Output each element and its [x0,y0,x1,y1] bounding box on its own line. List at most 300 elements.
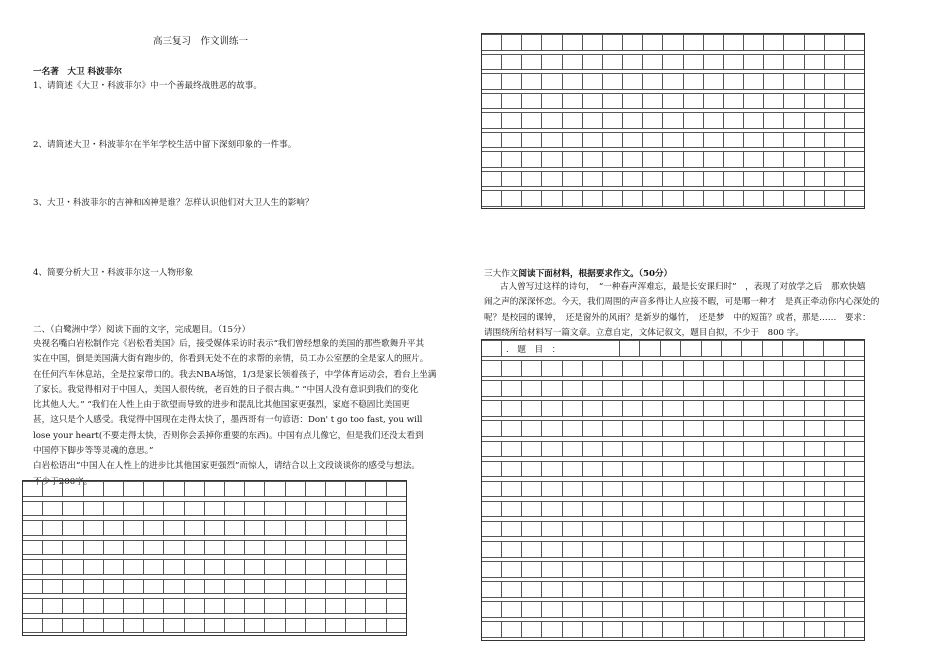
grid-cell[interactable] [563,380,583,397]
grid-cell[interactable] [684,73,704,90]
grid-cell[interactable] [663,561,683,578]
grid-cell[interactable] [366,520,386,536]
grid-cell[interactable] [704,54,724,71]
grid-cell[interactable] [784,481,804,498]
grid-cell[interactable] [805,400,825,417]
grid-cell[interactable] [784,400,804,417]
grid-cell[interactable] [704,581,724,598]
grid-cell[interactable] [643,541,663,558]
grid-cell[interactable] [63,579,83,595]
grid-cell[interactable] [482,340,502,357]
grid-cell[interactable] [623,112,643,129]
grid-cell[interactable] [603,54,623,71]
grid-cell[interactable] [684,360,704,377]
grid-cell[interactable] [563,501,583,518]
grid-cell[interactable] [784,151,804,168]
grid-cell[interactable] [306,520,326,536]
grid-cell[interactable] [742,340,762,357]
grid-cell[interactable] [265,618,285,634]
grid-cell[interactable] [845,132,864,149]
grid-cell[interactable] [502,132,522,149]
grid-cell[interactable] [643,190,663,207]
grid-cell[interactable] [620,340,640,357]
grid-cell[interactable] [542,601,562,618]
grid-cell[interactable] [805,132,825,149]
grid-cell[interactable] [845,541,864,558]
grid-cell[interactable] [643,360,663,377]
grid-cell[interactable] [583,561,603,578]
grid-cell[interactable] [704,481,724,498]
grid-cell[interactable] [704,441,724,458]
grid-cell[interactable] [144,559,164,575]
grid-cell[interactable] [825,461,845,478]
grid-cell[interactable] [825,54,845,71]
grid-cell[interactable] [265,559,285,575]
grid-cell[interactable] [583,132,603,149]
grid-cell[interactable] [482,541,502,558]
grid-cell[interactable] [663,621,683,638]
grid-cell[interactable] [583,601,603,618]
grid-cell[interactable] [845,501,864,518]
grid-cell[interactable] [623,420,643,437]
grid-cell[interactable] [643,112,663,129]
grid-cell[interactable] [561,340,580,357]
grid-cell[interactable] [744,481,764,498]
grid-cell[interactable] [164,598,184,614]
grid-cell[interactable] [124,501,144,517]
grid-cell[interactable] [663,190,683,207]
grid-cell[interactable] [482,54,502,71]
grid-cell[interactable] [583,171,603,188]
grid-cell[interactable] [643,73,663,90]
grid-cell[interactable] [805,380,825,397]
grid-cell[interactable] [482,400,502,417]
grid-cell[interactable] [482,481,502,498]
grid-cell[interactable] [744,380,764,397]
grid-cell[interactable] [825,581,845,598]
grid-cell[interactable] [306,598,326,614]
grid-cell[interactable] [744,461,764,478]
grid-cell[interactable] [805,601,825,618]
grid-cell[interactable] [805,171,825,188]
grid-cell[interactable] [724,561,744,578]
grid-cell[interactable] [784,360,804,377]
grid-cell[interactable] [724,132,744,149]
grid-cell[interactable] [684,400,704,417]
grid-cell[interactable] [502,481,522,498]
grid-cell[interactable] [563,400,583,417]
grid-cell[interactable] [805,34,825,51]
grid-cell[interactable] [185,618,205,634]
grid-cell[interactable] [563,190,583,207]
grid-cell[interactable] [225,559,245,575]
grid-cell[interactable] [784,171,804,188]
grid-cell[interactable] [603,73,623,90]
grid-cell[interactable] [185,579,205,595]
grid-cell[interactable] [542,521,562,538]
grid-cell[interactable] [784,461,804,478]
grid-cell[interactable] [23,579,43,595]
grid-cell[interactable] [684,112,704,129]
grid-cell[interactable] [144,520,164,536]
grid-cell[interactable] [583,34,603,51]
grid-cell[interactable] [643,521,663,538]
grid-cell[interactable] [502,93,522,110]
grid-cell[interactable] [784,93,804,110]
grid-cell[interactable] [225,481,245,497]
grid-cell[interactable] [623,561,643,578]
grid-cell[interactable] [784,420,804,437]
grid-cell[interactable] [744,190,764,207]
grid-cell[interactable] [522,54,542,71]
grid-cell[interactable] [684,501,704,518]
grid-cell[interactable] [502,380,522,397]
grid-cell[interactable] [744,360,764,377]
grid-cell[interactable] [502,54,522,71]
grid-cell[interactable] [764,441,784,458]
grid-cell[interactable] [583,420,603,437]
grid-cell[interactable] [684,132,704,149]
grid-cell[interactable] [724,420,744,437]
grid-cell[interactable] [542,561,562,578]
grid-cell[interactable] [663,54,683,71]
grid-cell[interactable] [583,151,603,168]
grid-cell[interactable] [124,481,144,497]
grid-cell[interactable] [744,73,764,90]
grid-cell[interactable] [764,151,784,168]
grid-cell[interactable] [704,360,724,377]
grid-cell[interactable] [502,521,522,538]
grid-cell[interactable] [784,441,804,458]
grid-cell[interactable] [603,541,623,558]
grid-cell[interactable] [663,132,683,149]
grid-cell[interactable] [825,190,845,207]
grid-cell[interactable] [663,461,683,478]
grid-cell[interactable] [603,93,623,110]
grid-cell[interactable] [306,579,326,595]
grid-cell[interactable] [482,521,502,538]
grid-cell[interactable] [583,400,603,417]
grid-cell[interactable] [704,461,724,478]
grid-cell[interactable] [702,340,722,357]
grid-cell[interactable] [583,621,603,638]
grid-cell[interactable] [43,540,63,556]
grid-cell[interactable] [663,541,683,558]
grid-cell[interactable] [164,559,184,575]
grid-cell[interactable] [542,400,562,417]
grid-cell[interactable] [724,441,744,458]
grid-cell[interactable] [144,501,164,517]
grid-cell[interactable] [825,171,845,188]
grid-cell[interactable] [623,441,643,458]
grid-cell[interactable] [663,400,683,417]
grid-cell[interactable] [744,34,764,51]
grid-cell[interactable] [744,151,764,168]
grid-cell[interactable] [684,621,704,638]
grid-cell[interactable] [563,461,583,478]
grid-cell[interactable] [23,559,43,575]
grid-cell[interactable] [124,540,144,556]
grid-cell[interactable] [104,520,124,536]
grid-cell[interactable] [623,171,643,188]
grid-cell[interactable] [542,112,562,129]
grid-cell[interactable] [23,618,43,634]
grid-cell[interactable] [845,151,864,168]
grid-cell[interactable] [704,112,724,129]
grid-cell[interactable] [306,618,326,634]
grid-cell[interactable] [845,340,864,357]
grid-cell[interactable] [805,190,825,207]
grid-cell[interactable] [124,579,144,595]
grid-cell[interactable] [43,559,63,575]
grid-cell[interactable] [744,521,764,538]
grid-cell[interactable] [744,400,764,417]
grid-cell[interactable] [104,559,124,575]
grid-cell[interactable] [502,501,522,518]
grid-cell[interactable] [522,380,542,397]
grid-cell[interactable] [84,520,104,536]
grid-cell[interactable] [482,380,502,397]
grid-cell[interactable] [265,520,285,536]
grid-cell[interactable] [763,340,783,357]
grid-cell[interactable] [563,171,583,188]
grid-cell[interactable] [684,93,704,110]
grid-cell[interactable] [502,400,522,417]
grid-cell[interactable] [84,618,104,634]
grid-cell[interactable] [643,54,663,71]
grid-cell[interactable] [603,601,623,618]
grid-cell[interactable] [643,481,663,498]
grid-cell[interactable] [583,461,603,478]
grid-cell[interactable] [205,559,225,575]
grid-cell[interactable] [482,93,502,110]
grid-cell[interactable] [704,521,724,538]
grid-cell[interactable] [225,618,245,634]
grid-cell[interactable] [724,461,744,478]
grid-cell[interactable] [603,581,623,598]
grid-cell[interactable] [563,621,583,638]
grid-cell[interactable] [542,54,562,71]
grid-cell[interactable] [482,151,502,168]
grid-cell[interactable] [643,132,663,149]
grid-cell[interactable] [104,579,124,595]
writing-grid-left[interactable] [22,480,407,636]
grid-cell[interactable] [663,481,683,498]
grid-cell[interactable] [684,34,704,51]
grid-cell[interactable] [225,598,245,614]
grid-cell[interactable] [805,481,825,498]
grid-cell[interactable] [744,54,764,71]
grid-cell[interactable] [724,380,744,397]
grid-cell[interactable] [482,441,502,458]
grid-cell[interactable] [245,520,265,536]
grid-cell[interactable] [825,112,845,129]
grid-cell[interactable] [63,559,83,575]
grid-cell[interactable] [185,540,205,556]
grid-cell[interactable] [744,581,764,598]
grid-cell[interactable] [603,34,623,51]
grid-cell[interactable] [63,598,83,614]
grid-cell[interactable] [306,540,326,556]
grid-cell[interactable] [825,561,845,578]
grid-cell[interactable] [684,151,704,168]
grid-cell[interactable] [845,112,864,129]
grid-cell[interactable] [845,601,864,618]
grid-cell[interactable] [482,561,502,578]
grid-cell[interactable] [205,579,225,595]
grid-cell[interactable] [346,520,366,536]
grid-cell[interactable] [563,112,583,129]
grid-cell[interactable] [502,461,522,478]
grid-cell[interactable] [205,501,225,517]
grid-cell[interactable] [825,420,845,437]
grid-cell[interactable] [522,93,542,110]
grid-cell[interactable] [784,380,804,397]
grid-cell[interactable] [643,34,663,51]
grid-cell[interactable] [724,541,744,558]
grid-cell[interactable] [684,380,704,397]
grid-cell[interactable] [764,112,784,129]
grid-cell[interactable] [326,540,346,556]
grid-cell[interactable] [623,601,643,618]
grid-cell[interactable] [764,420,784,437]
grid-cell[interactable] [784,521,804,538]
grid-cell[interactable] [784,581,804,598]
grid-cell[interactable] [542,461,562,478]
grid-cell[interactable] [502,441,522,458]
grid-cell[interactable] [542,501,562,518]
grid-cell[interactable] [663,601,683,618]
grid-cell[interactable] [583,73,603,90]
grid-cell[interactable] [744,132,764,149]
grid-cell[interactable] [603,132,623,149]
grid-cell[interactable] [563,34,583,51]
grid-cell[interactable] [542,380,562,397]
grid-cell[interactable] [23,501,43,517]
grid-cell[interactable] [804,340,824,357]
grid-cell[interactable] [563,441,583,458]
grid-cell[interactable] [104,540,124,556]
grid-cell[interactable] [387,559,406,575]
grid-cell[interactable] [684,54,704,71]
grid-cell[interactable] [63,520,83,536]
grid-cell[interactable] [522,400,542,417]
grid-cell[interactable] [265,540,285,556]
grid-cell[interactable] [603,461,623,478]
grid-cell[interactable] [583,521,603,538]
grid-cell[interactable] [603,400,623,417]
grid-cell[interactable] [84,540,104,556]
grid-cell[interactable] [825,132,845,149]
grid-cell[interactable] [744,93,764,110]
grid-cell[interactable] [23,540,43,556]
grid-cell[interactable] [164,501,184,517]
grid-cell[interactable] [563,521,583,538]
grid-cell[interactable] [724,34,744,51]
grid-cell[interactable] [265,481,285,497]
grid-cell[interactable] [387,618,406,634]
grid-cell[interactable] [326,618,346,634]
grid-cell[interactable] [845,380,864,397]
grid-cell[interactable] [522,151,542,168]
grid-cell[interactable] [623,54,643,71]
grid-cell[interactable] [704,171,724,188]
grid-cell[interactable] [684,481,704,498]
grid-cell[interactable] [502,561,522,578]
grid-cell[interactable] [306,501,326,517]
grid-cell[interactable] [502,360,522,377]
grid-cell[interactable] [245,481,265,497]
grid-cell[interactable] [643,151,663,168]
grid-cell[interactable] [663,112,683,129]
grid-cell[interactable] [825,360,845,377]
grid-cell[interactable] [744,420,764,437]
grid-cell[interactable] [502,621,522,638]
grid-cell[interactable] [387,579,406,595]
grid-cell[interactable] [684,581,704,598]
grid-cell[interactable] [825,73,845,90]
grid-cell[interactable] [542,360,562,377]
grid-cell[interactable] [522,461,542,478]
grid-cell[interactable] [286,540,306,556]
grid-cell[interactable] [681,340,701,357]
grid-cell[interactable] [784,112,804,129]
grid-cell[interactable] [63,618,83,634]
grid-cell[interactable] [522,601,542,618]
grid-cell[interactable] [643,441,663,458]
grid-cell[interactable] [265,579,285,595]
grid-cell[interactable] [623,380,643,397]
grid-cell[interactable] [663,73,683,90]
grid-cell[interactable] [684,190,704,207]
grid-cell[interactable] [805,93,825,110]
grid-cell[interactable] [805,112,825,129]
grid-cell[interactable] [387,481,406,497]
grid-cell[interactable] [845,171,864,188]
grid-cell[interactable] [265,501,285,517]
grid-cell[interactable] [346,501,366,517]
grid-cell[interactable] [286,598,306,614]
grid-cell[interactable] [623,34,643,51]
grid-cell[interactable] [663,151,683,168]
grid-cell[interactable] [502,151,522,168]
grid-cell[interactable] [583,190,603,207]
grid-cell[interactable] [84,598,104,614]
grid-cell[interactable] [724,481,744,498]
grid-cell[interactable] [43,481,63,497]
grid-cell[interactable] [623,93,643,110]
grid-cell[interactable] [286,481,306,497]
writing-grid-top-right[interactable] [481,33,865,209]
grid-cell[interactable] [764,400,784,417]
grid-cell[interactable] [245,559,265,575]
grid-cell[interactable] [502,420,522,437]
grid-cell[interactable] [502,601,522,618]
grid-cell[interactable] [482,501,502,518]
grid-cell[interactable] [563,132,583,149]
grid-cell[interactable] [704,601,724,618]
grid-cell[interactable] [603,441,623,458]
grid-cell[interactable] [704,400,724,417]
grid-cell[interactable] [784,501,804,518]
grid-cell[interactable] [784,132,804,149]
grid-cell[interactable] [805,461,825,478]
grid-cell[interactable] [583,54,603,71]
grid-cell[interactable] [805,54,825,71]
grid-cell[interactable] [387,501,406,517]
grid-cell[interactable] [825,380,845,397]
grid-cell[interactable] [366,481,386,497]
